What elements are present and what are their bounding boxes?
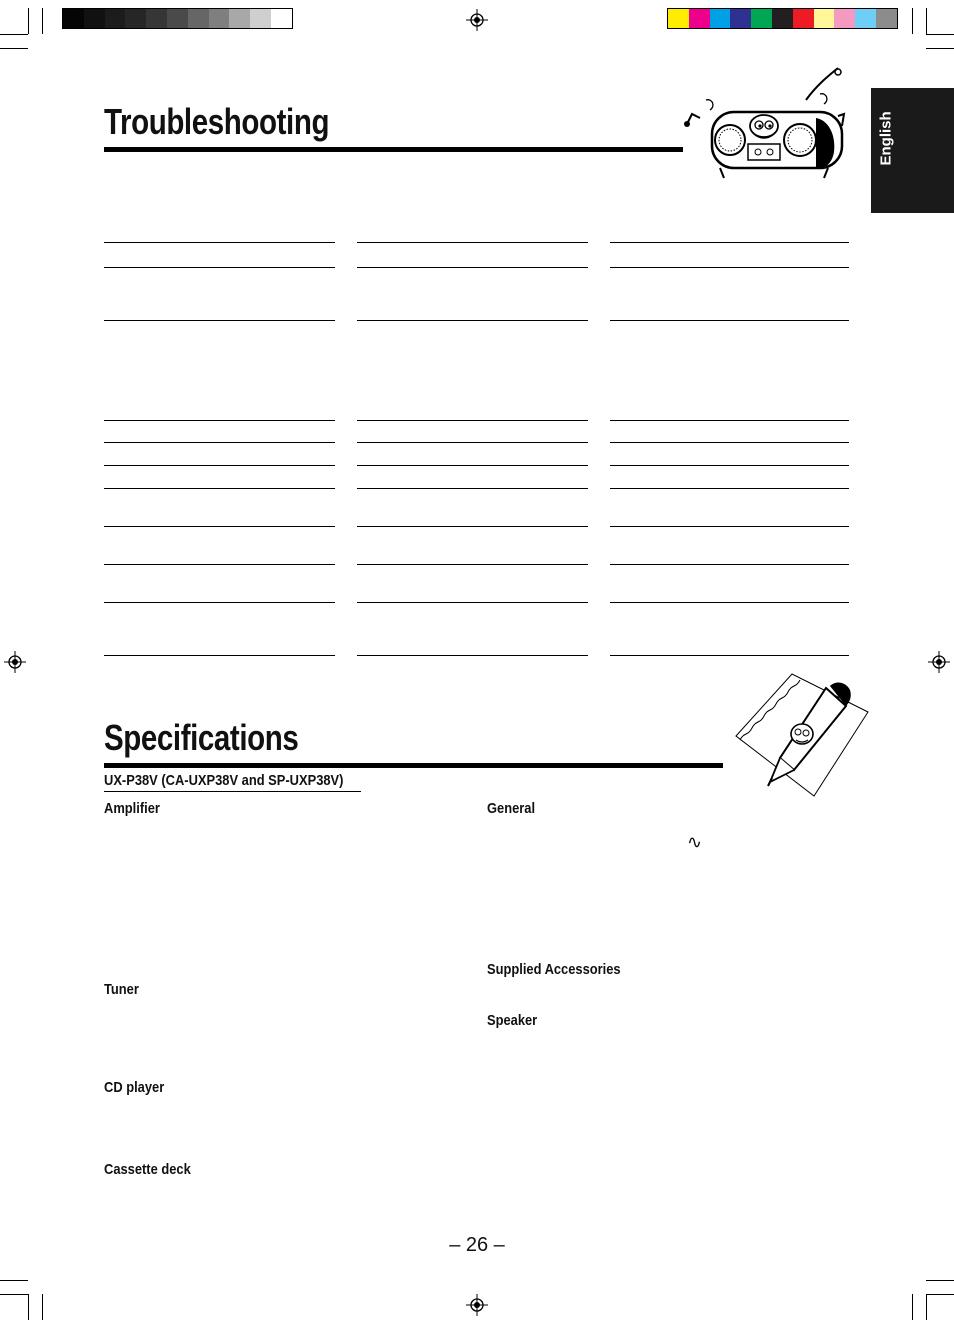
registration-mark-icon (4, 651, 26, 673)
table-rule (357, 655, 588, 656)
table-rule (104, 564, 335, 565)
language-tab-label: English (877, 111, 895, 166)
calibration-swatch (730, 9, 751, 28)
table-rule (104, 320, 335, 321)
section-supplied-accessories: Supplied Accessories (487, 961, 621, 978)
table-rule (104, 267, 335, 268)
table-rule (357, 242, 588, 243)
model-line-underline (104, 791, 361, 792)
calibration-swatch (855, 9, 876, 28)
crop-mark (28, 8, 29, 34)
table-rule (610, 602, 849, 603)
registration-mark-icon (466, 9, 488, 31)
registration-mark-icon (466, 1294, 488, 1316)
calibration-swatch (876, 9, 897, 28)
table-rule (357, 526, 588, 527)
section-general: General (487, 800, 536, 817)
section-speaker: Speaker (487, 1012, 538, 1029)
crop-mark (0, 48, 28, 49)
crop-mark (28, 1294, 29, 1320)
calibration-swatch (793, 9, 814, 28)
calibration-swatch (772, 9, 793, 28)
calibration-swatch (710, 9, 731, 28)
table-rule (610, 242, 849, 243)
table-rule (357, 420, 588, 421)
section-tuner: Tuner (104, 981, 139, 998)
table-rule (104, 655, 335, 656)
page-number: – 26 – (449, 1234, 505, 1256)
calibration-swatch (689, 9, 710, 28)
calibration-swatch (814, 9, 835, 28)
table-rule (610, 488, 849, 489)
calibration-swatch (188, 9, 209, 28)
crop-mark (926, 34, 954, 35)
calibration-swatch (668, 9, 689, 28)
table-rule (104, 242, 335, 243)
crop-mark (926, 48, 954, 49)
calibration-swatch (834, 9, 855, 28)
troubleshooting-title: Troubleshooting (104, 101, 330, 142)
crop-mark (926, 1294, 954, 1295)
crop-mark (42, 8, 43, 34)
crop-mark (926, 8, 927, 34)
calibration-swatch (209, 9, 230, 28)
specs-title-rule (104, 763, 723, 768)
table-rule (357, 602, 588, 603)
calibration-swatch (229, 9, 250, 28)
table-rule (610, 465, 849, 466)
color-calibration-bar (667, 8, 898, 29)
table-rule (357, 564, 588, 565)
grayscale-calibration-bar (62, 8, 293, 29)
crop-mark (926, 1294, 927, 1320)
table-rule (104, 420, 335, 421)
ac-symbol: ∿ (687, 832, 703, 853)
specifications-title: Specifications (104, 717, 299, 758)
calibration-swatch (271, 9, 292, 28)
calibration-swatch (250, 9, 271, 28)
pen-writing-illustration-icon (730, 666, 872, 800)
table-rule (104, 488, 335, 489)
crop-mark (912, 8, 913, 34)
calibration-swatch (63, 9, 84, 28)
table-rule (610, 564, 849, 565)
crop-mark (42, 1294, 43, 1320)
crop-mark (912, 1294, 913, 1320)
section-amplifier: Amplifier (104, 800, 160, 817)
boombox-illustration-icon (678, 64, 852, 182)
table-rule (357, 488, 588, 489)
table-rule (104, 442, 335, 443)
table-rule (357, 465, 588, 466)
table-rule (104, 526, 335, 527)
table-rule (610, 526, 849, 527)
model-line: UX-P38V (CA-UXP38V and SP-UXP38V) (104, 772, 344, 789)
crop-mark (0, 1294, 28, 1295)
registration-mark-icon (928, 651, 950, 673)
calibration-swatch (84, 9, 105, 28)
table-rule (357, 267, 588, 268)
table-rule (357, 320, 588, 321)
table-rule (610, 420, 849, 421)
calibration-swatch (105, 9, 126, 28)
crop-mark (0, 1280, 28, 1281)
calibration-swatch (167, 9, 188, 28)
section-cassette-deck: Cassette deck (104, 1161, 191, 1178)
table-rule (610, 655, 849, 656)
crop-mark (926, 1280, 954, 1281)
table-rule (104, 602, 335, 603)
section-cd-player: CD player (104, 1079, 165, 1096)
calibration-swatch (146, 9, 167, 28)
crop-mark (0, 34, 28, 35)
table-rule (610, 320, 849, 321)
table-rule (610, 267, 849, 268)
title-rule (104, 147, 683, 152)
calibration-swatch (751, 9, 772, 28)
table-rule (357, 442, 588, 443)
table-rule (610, 442, 849, 443)
calibration-swatch (125, 9, 146, 28)
table-rule (104, 465, 335, 466)
